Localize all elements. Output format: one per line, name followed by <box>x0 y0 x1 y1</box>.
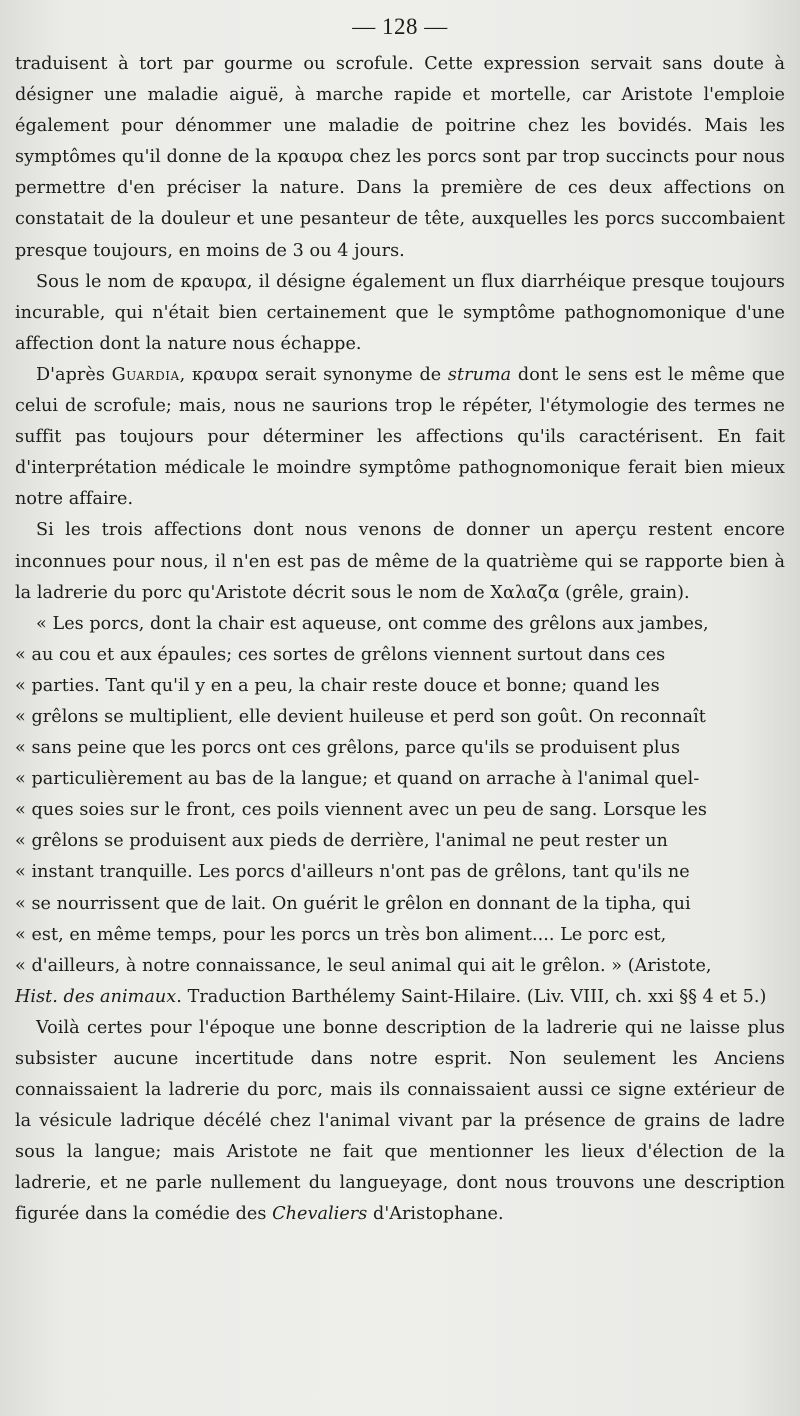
closing-paragraph <box>15 1013 785 1231</box>
closing-end: d'Aristophane. <box>367 1204 504 1225</box>
quote-line: « grêlons se produisent aux pieds de derrière, l'animal ne peut rester un <box>15 831 668 852</box>
page-number: — 128 — <box>352 14 448 39</box>
quote-citation <box>15 982 785 1013</box>
paragraph-3 <box>15 360 785 515</box>
quote-line: « se nourrissent que de lait. On guérit le grêlon en donnant de la tipha, qui <box>15 893 691 914</box>
quote-line: « est, en même temps, pour les porcs un très bon aliment.... Le porc est, <box>15 924 667 945</box>
aristotle-quotation <box>15 609 785 1013</box>
quote-line: « ques soies sur le front, ces poils viennent avec un peu de sang. Lorsque les <box>15 800 708 821</box>
quote-line: « au cou et aux épaules; ces sortes de grêlons viennent surtout dans ces <box>15 644 666 665</box>
quote-line: « parties. Tant qu'il y en a peu, la chair reste douce et bonne; quand les <box>15 675 660 696</box>
term-struma: struma <box>447 364 512 385</box>
paragraph-1: traduisent à tort par gourme ou scrofule. Cette expression servait sans doute à désigner une maladie aiguë, à marche rapide et mortelle, car Aristote l'emploie également pour dénommer une maladie de poitrine chez les bovidés. Mais les symptômes qu'il donne de la κραυρα chez les porcs sont par trop succincts pour nous permettre d'en préciser la nature. Dans la première de ces deux affections on constatait de la douleur et une pesanteur de tête, auxquelles les porcs succombaient presque toujours, en moins de 3 ou 4 jours. <box>15 54 785 261</box>
paragraph-3-middle: , κραυρα serait synonyme de <box>179 364 448 385</box>
paragraph-3-after: dont le sens est le même que celui de scrofule; mais, nous ne saurions trop le répéter, l'étymologie des termes ne suffit pas toujours pour déterminer les affections qu'ils caractérisent. En fait d'interprétation médicale le moindre symptôme pathognomonique ferait bien mieux notre affaire. <box>15 364 785 510</box>
citation-title: Hist. des animaux <box>15 986 177 1007</box>
citation-details: . Traduction Barthélemy Saint-Hilaire. (Liv. VIII, ch. xxi §§ 4 et 5.) <box>176 986 767 1007</box>
quote-line: « instant tranquille. Les porcs d'ailleurs n'ont pas de grêlons, tant qu'ils ne <box>15 862 690 883</box>
work-title-chevaliers: Chevaliers <box>272 1204 368 1225</box>
quote-line: « grêlons se multiplient, elle devient huileuse et perd son goût. On reconnaît <box>15 706 706 727</box>
paragraph-3-before: D'après <box>36 364 112 385</box>
quote-line: « sans peine que les porcs ont ces grêlons, parce qu'ils se produisent plus <box>15 738 681 759</box>
closing-text: Voilà certes pour l'époque une bonne description de la ladrerie qui ne laisse plus subsister aucune incertitude dans notre esprit. Non seulement les Anciens connaissaient la ladrerie du porc, mais ils connaissaient aussi ce signe extérieur de la vésicule ladrique décélé chez l'animal vivant par la présence de grains de ladre sous la langue; mais Aristote ne fait que mentionner les lieux d'élection de la ladrerie, et ne parle nullement du langueyage, dont nous trouvons une description figurée dans la comédie des <box>15 1017 785 1225</box>
page-body <box>15 49 785 1231</box>
quote-line: « Les porcs, dont la chair est aqueuse, ont comme des grêlons aux jambes, <box>36 613 709 634</box>
quote-line: « particulièrement au bas de la langue; et quand on arrache à l'animal quel- <box>15 769 700 790</box>
paragraph-4: Si les trois affections dont nous venons de donner un aperçu restent encore inconnues pour nous, il n'en est pas de même de la quatrième qui se rapporte bien à la ladrerie du porc qu'Aristote décrit sous le nom de Χαλαζα (grêle, grain). <box>15 520 785 603</box>
quote-line: « d'ailleurs, à notre connaissance, le seul animal qui ait le grêlon. » (Aristote, <box>15 955 712 976</box>
paragraph-2: Sous le nom de κραυρα, il désigne également un flux diarrhéique presque toujours incurable, qui n'était bien certainement que le symptôme pathognomonique d'une affection dont la nature nous échappe. <box>15 271 785 354</box>
author-name-guardia: Guardia <box>111 364 180 385</box>
